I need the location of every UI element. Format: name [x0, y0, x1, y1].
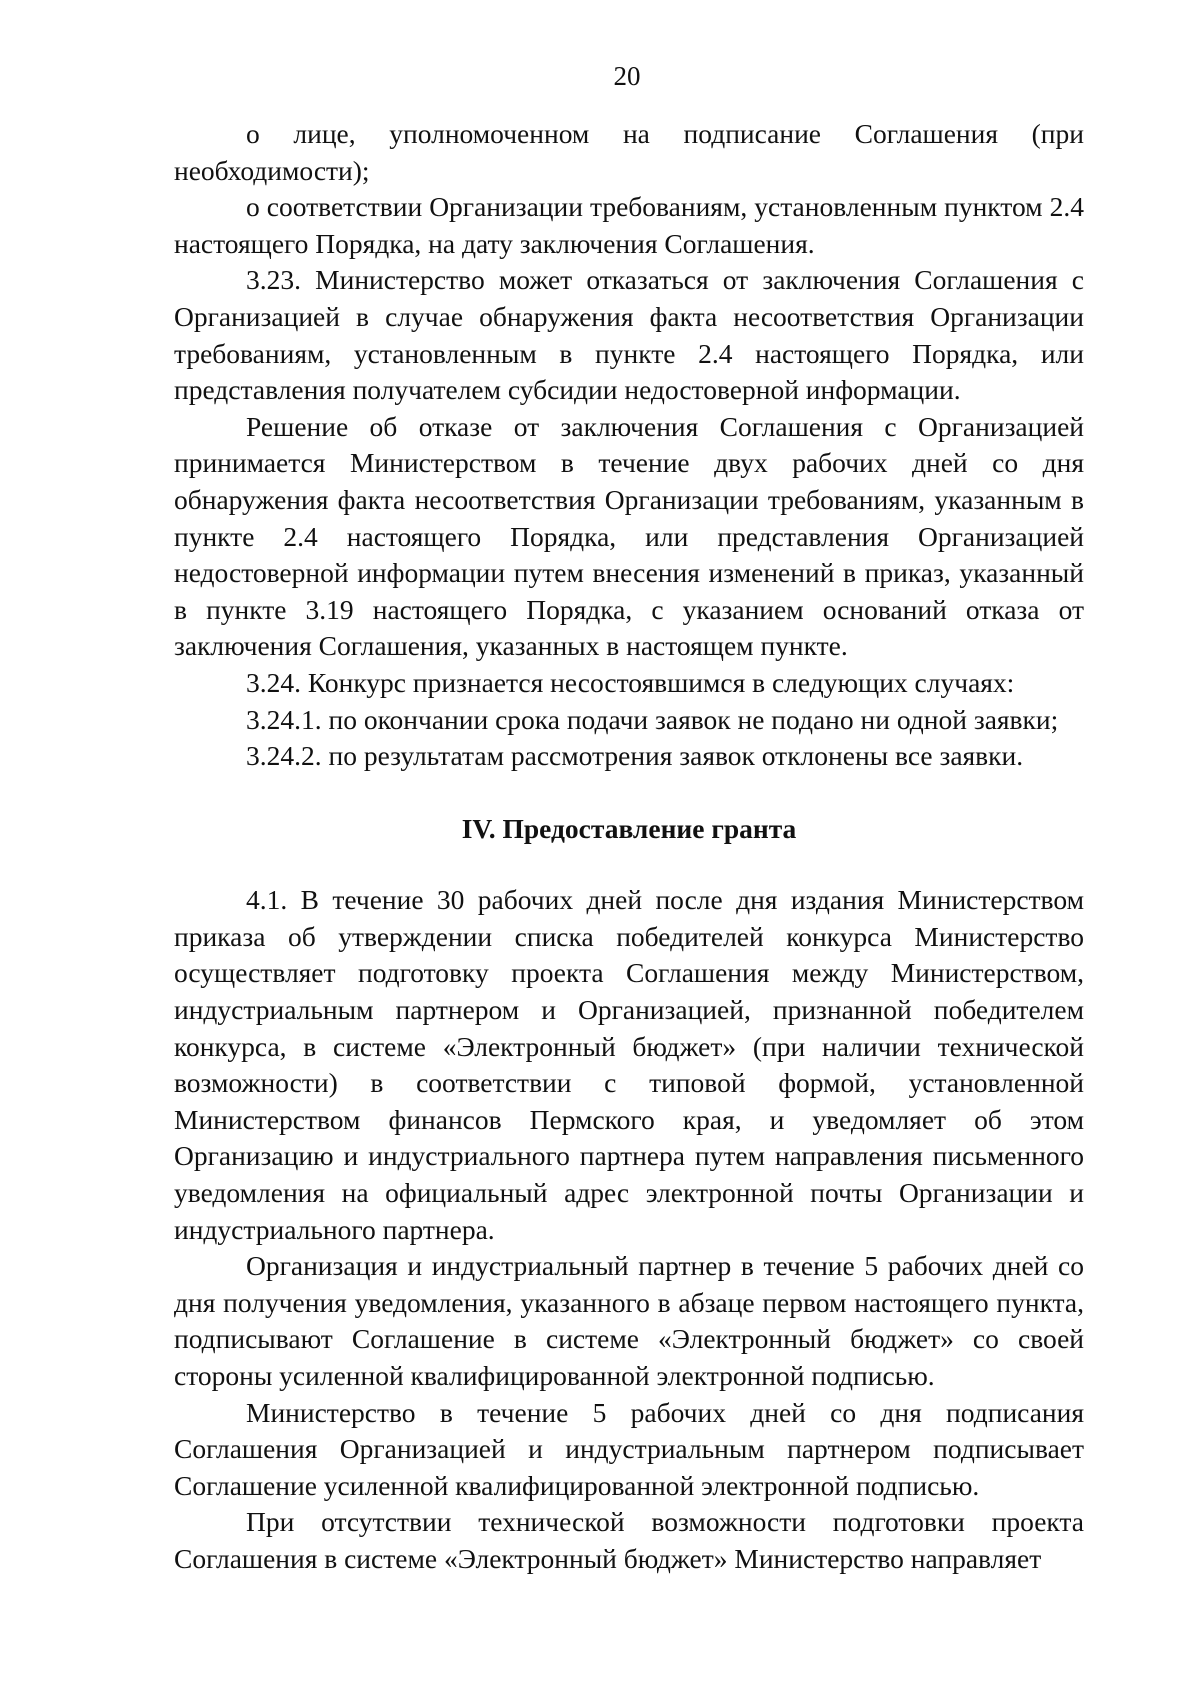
paragraph: Организация и индустриальный партнер в течение 5 рабочих дней со дня получения уведомления, указанного в абзаце первом настоящего пункта, подписывают Соглашение в системе «Электронный бюджет» со своей стороны усиленной квалифицированной электронной подписью.: [174, 1250, 1084, 1391]
paragraph: Министерство в течение 5 рабочих дней со дня подписания Соглашения Организацией и индустриальным партнером подписывает Соглашение усиленной квалифицированной электронной подписью.: [174, 1396, 1084, 1501]
document-body: [174, 116, 1084, 1578]
paragraph-3-24-2: 3.24.2. по результатам рассмотрения заявок отклонены все заявки.: [246, 740, 1024, 772]
paragraph-3-23: 3.23. Министерство может отказаться от заключения Соглашения с Организацией в случае обнаружения факта несоответствия Организации требованиям, установленным в пункте 2.4 настоящего Порядка, или представления получателем субсидии недостоверной информации.: [174, 264, 1084, 406]
paragraph: Решение об отказе от заключения Соглашения с Организацией принимается Министерством в течение двух рабочих дней со дня обнаружения факта несоответствия Организации требованиям, указанным в пункте 2.4 настоящего Порядка, или представления Организацией недостоверной информации путем внесения изменений в приказ, указанный в пункте 3.19 настоящего Порядка, с указанием оснований отказа от заключения Соглашения, указанных в настоящем пункте.: [174, 410, 1084, 662]
paragraph: о лице, уполномоченном на подписание Соглашения (при необходимости);: [174, 118, 1084, 186]
section-heading: IV. Предоставление гранта: [461, 812, 797, 844]
paragraph-3-24-1: 3.24.1. по окончании срока подачи заявок не подано ни одной заявки;: [246, 703, 1059, 735]
paragraph: При отсутствии технической возможности подготовки проекта Соглашения в системе «Электронный бюджет» Министерство направляет: [174, 1506, 1084, 1574]
paragraph-4-1: 4.1. В течение 30 рабочих дней после дня издания Министерством приказа об утверждении списка победителей конкурса Министерство осуществляет подготовку проекта Соглашения между Министерством, индустриальным партнером и Организацией, признанной победителем конкурса, в системе «Электронный бюджет» (при наличии технической возможности) в соответствии с типовой формой, установленной Министерством финансов Пермского края, и уведомляет об этом Организацию и индустриального партнера путем направления письменного уведомления на официальный адрес электронной почты Организации и индустриального партнера.: [174, 884, 1084, 1245]
paragraph: о соответствии Организации требованиям, установленным пунктом 2.4 настоящего Порядка, на дату заключения Соглашения.: [174, 191, 1084, 259]
paragraph-3-24: 3.24. Конкурс признается несостоявшимся в следующих случаях:: [246, 666, 1015, 698]
page-number: 20: [613, 61, 641, 91]
